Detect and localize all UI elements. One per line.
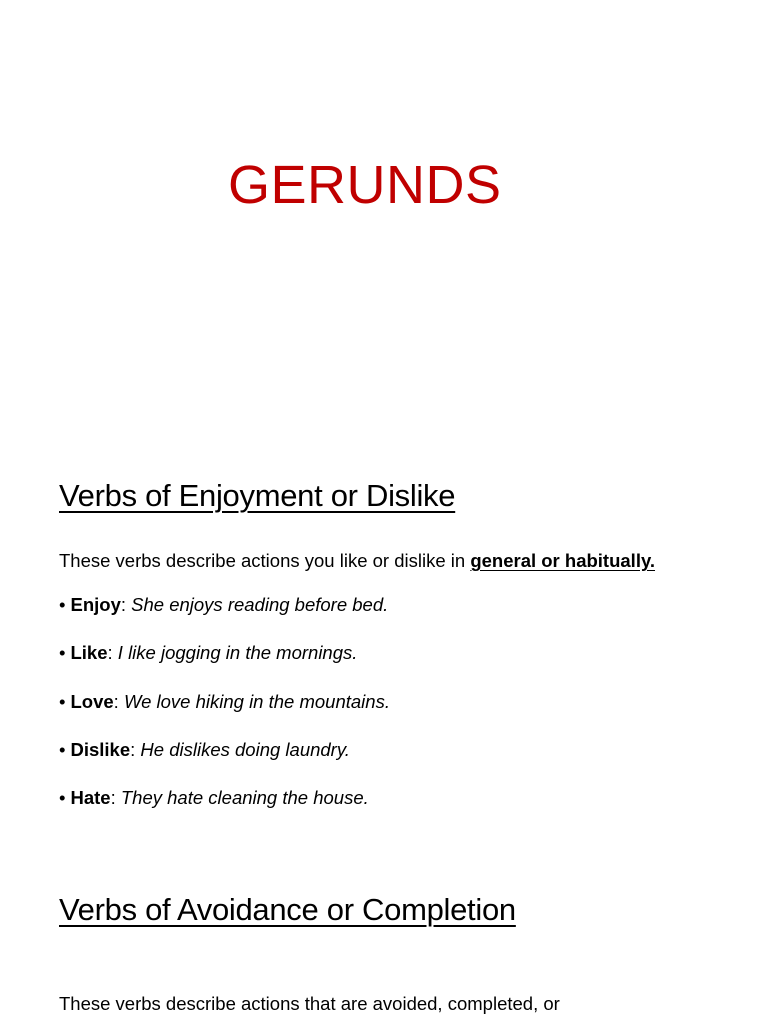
page-title: GERUNDS: [228, 155, 502, 215]
verb-term: Love: [70, 690, 114, 712]
list-item: [59, 689, 390, 737]
example-sentence: I like jogging in the mornings.: [117, 642, 358, 664]
example-sentence: She enjoys reading before bed.: [131, 594, 389, 615]
bullet: •: [59, 594, 66, 615]
list-item: [59, 785, 390, 833]
example-sentence: They hate cleaning the house.: [120, 787, 369, 809]
section-heading-enjoyment-dislike: Verbs of Enjoyment or Dislike: [59, 478, 456, 513]
verb-term: Hate: [70, 787, 111, 809]
list-item: [59, 640, 390, 688]
verb-term: Enjoy: [70, 594, 121, 615]
bullet: •: [59, 690, 66, 712]
verb-list: [59, 592, 390, 833]
section-heading-avoidance-completion: Verbs of Avoidance or Completion: [59, 892, 516, 927]
example-sentence: We love hiking in the mountains.: [123, 690, 390, 712]
verb-term: Like: [70, 642, 108, 664]
intro-emphasis: general or habitually.: [470, 550, 656, 571]
separator: :: [113, 690, 124, 712]
list-item: [59, 737, 390, 785]
intro-text: These verbs describe actions you like or dislike in: [59, 550, 471, 571]
section-intro-avoidance-completion: These verbs describe actions that are avoided, completed, or: [59, 993, 560, 1014]
separator: :: [110, 787, 121, 809]
section-intro-enjoyment-dislike: [59, 548, 655, 574]
bullet: •: [59, 787, 66, 809]
verb-term: Dislike: [70, 738, 131, 760]
bullet: •: [59, 642, 66, 664]
example-sentence: He dislikes doing laundry.: [140, 738, 350, 760]
separator: :: [107, 642, 118, 664]
list-item: [59, 592, 390, 640]
bullet: •: [59, 738, 66, 760]
separator: :: [130, 738, 141, 760]
separator: :: [120, 594, 132, 615]
